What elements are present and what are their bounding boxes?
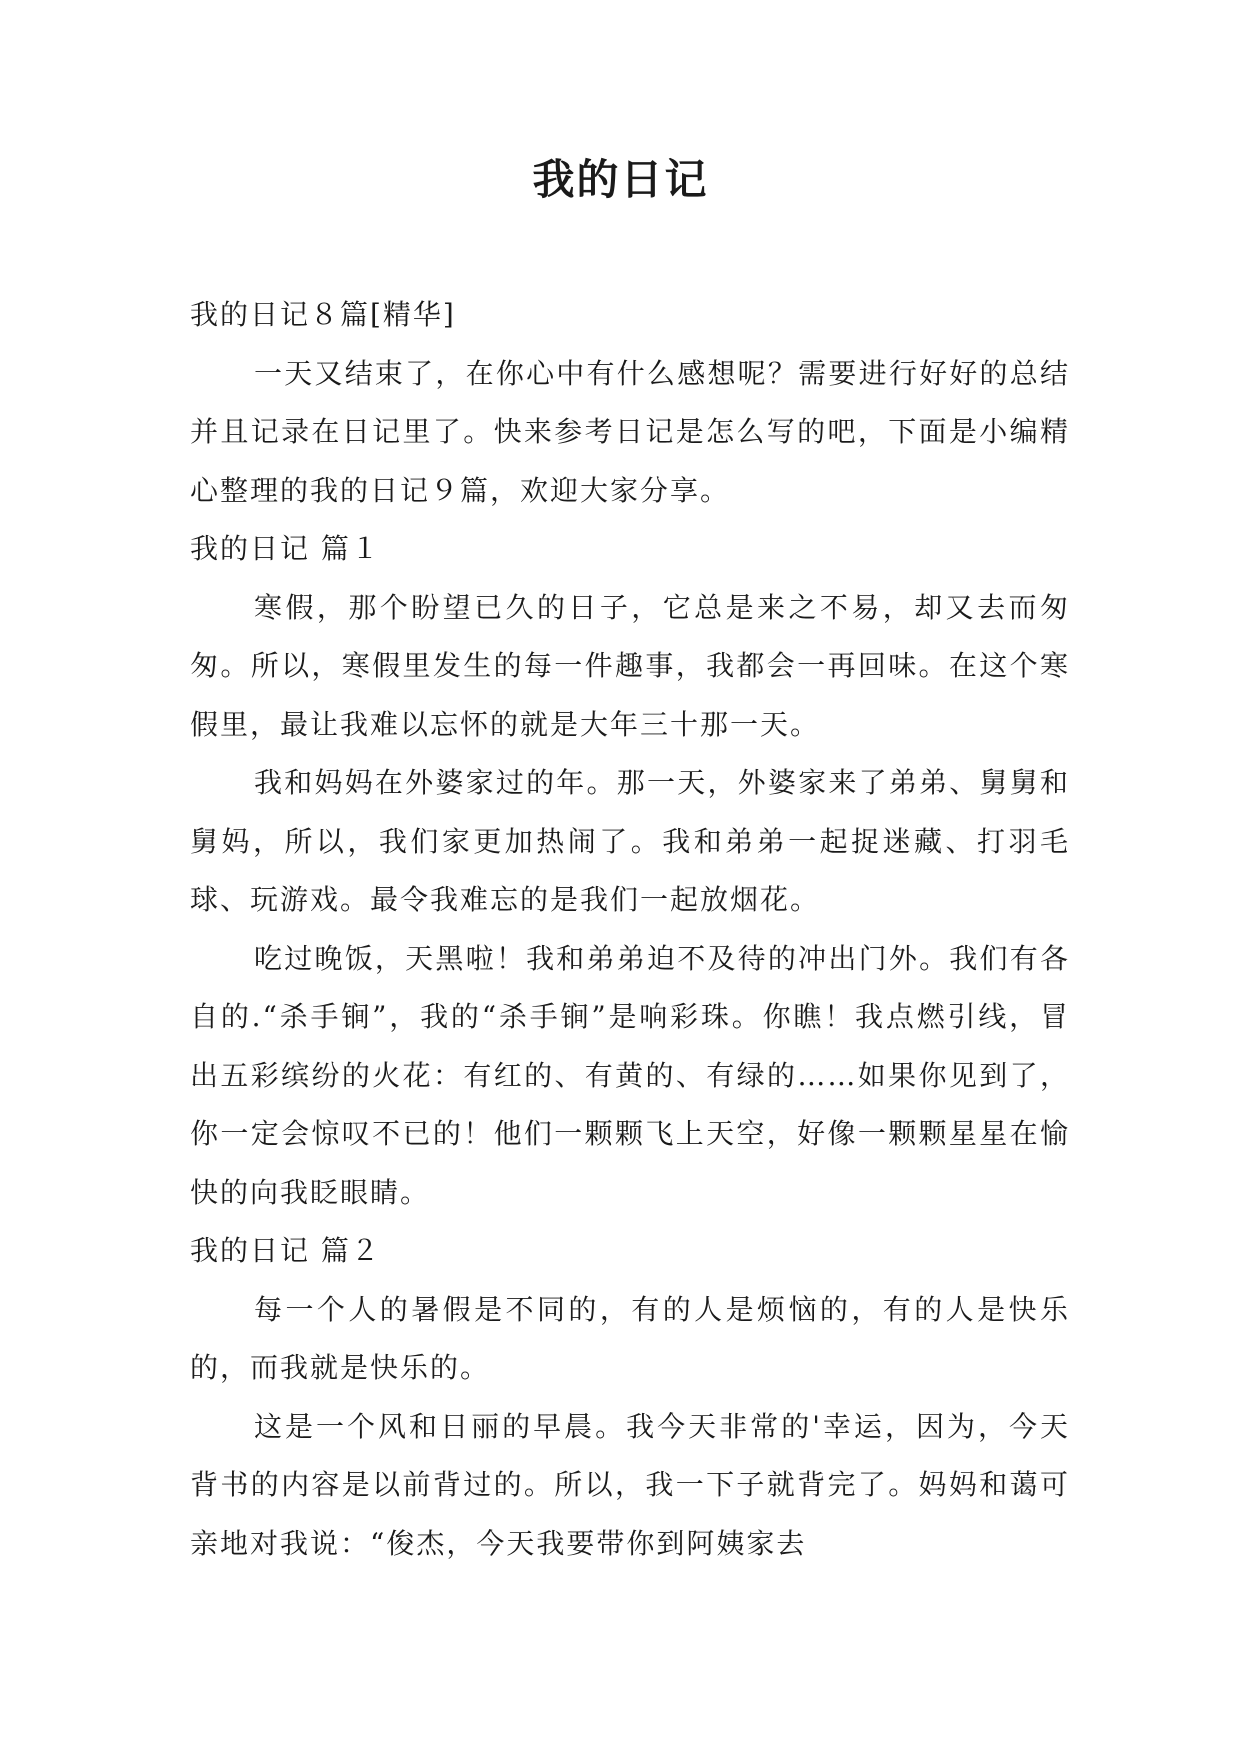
paragraph-1-2: 我和妈妈在外婆家过的年。那一天，外婆家来了弟弟、舅舅和舅妈，所以，我们家更加热闹了。我和弟弟一起捉迷藏、打羽毛球、玩游戏。最令我难忘的是我们一起放烟花。 <box>190 766 1070 916</box>
paragraph-1-3: 吃过晚饭，天黑啦！我和弟弟迫不及待的冲出门外。我们有各自的.“杀手锏”，我的“杀手锏”是响彩珠。你瞧！我点燃引线，冒出五彩缤纷的火花：有红的、有黄的、有绿的……如果你见到了，你一定会惊叹不已的！他们一颗颗飞上天空，好像一颗颗星星在愉快的向我眨眼睛。 <box>190 941 1070 1209</box>
paragraph-2-1: 每一个人的暑假是不同的，有的人是烦恼的，有的人是快乐的，而我就是快乐的。 <box>190 1292 1070 1384</box>
paragraph-2-2: 这是一个风和日丽的早晨。我今天非常的'幸运，因为，今天背书的内容是以前背过的。所以，我一下子就背完了。妈妈和蔼可亲地对我说：“俊杰，今天我要带你到阿姨家去 <box>190 1409 1070 1560</box>
paragraph-intro: 一天又结束了，在你心中有什么感想呢？需要进行好好的总结并且记录在日记里了。快来参考日记是怎么写的吧，下面是小编精心整理的我的日记９篇，欢迎大家分享。 <box>190 356 1070 507</box>
document-body <box>190 286 1070 1573</box>
paragraph-1-1: 寒假，那个盼望已久的日子，它总是来之不易，却又去而匆匆。所以，寒假里发生的每一件趣事，我都会一再回味。在这个寒假里，最让我难以忘怀的就是大年三十那一天。 <box>190 590 1070 741</box>
section-heading-intro: 我的日记８篇[精华] <box>190 298 456 331</box>
section-heading-1: 我的日记 篇１ <box>190 532 381 565</box>
section-heading-2: 我的日记 篇２ <box>190 1234 381 1267</box>
page-title: 我的日记 <box>532 155 709 204</box>
